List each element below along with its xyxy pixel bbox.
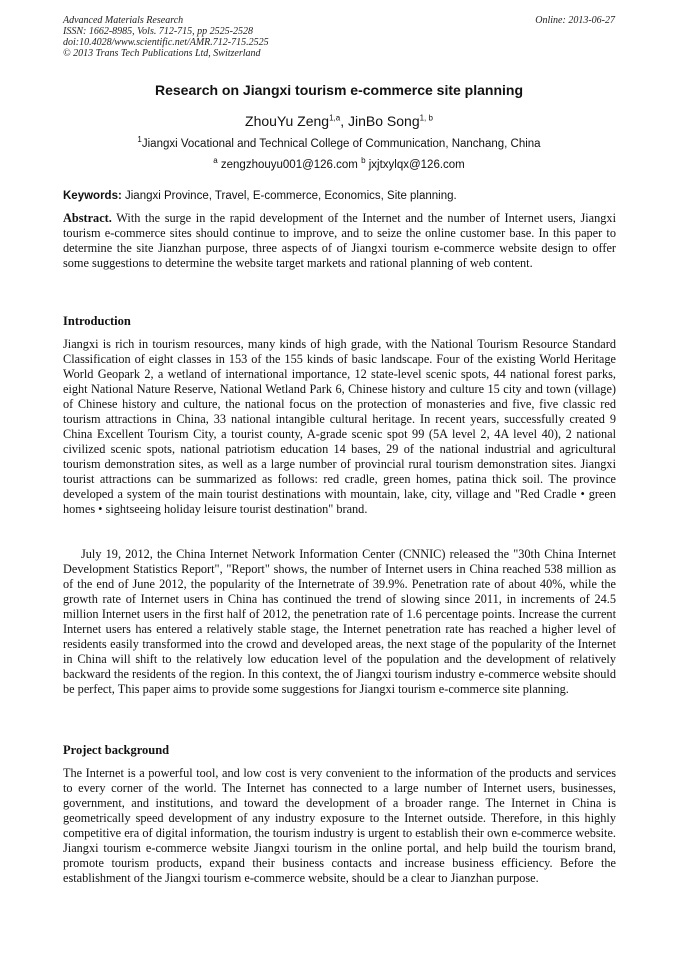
author-2-affil: 1, b xyxy=(419,113,433,123)
introduction-paragraph-1: Jiangxi is rich in tourism resources, many kinds of high grade, with the National Tourism Resource Standard Classification of eight classes in 153 of the 155 kinds of basic landscape. Four of the existing World Heritage World Geopark 2, a wetland of international importance, 12 state-level scenic spots, 44 national forest parks, eight National Nature Reserve, National Wetland Park 6, Chinese history and culture 15 city and town (village) of Chinese history and culture, the national focus on the protection of monasteries and five, five classic red tourism attractions in China, 33 national intangible cultural heritage. In recent years, successfully created 9 China Excellent Tourism City, a tourist county, A-grade scenic spot 99 (5A level 2, 4A level 40), 2 national civilized scenic spots, national patriotism education 14 bases, 29 of the national industrial and agricultural tourism demonstration sites, as well as a large number of provincial rural tourism demonstration sites. Jiangxi tourist attractions can be summarized as follows: red cradle, green homes, patina thick soil. The province developed a system of the main tourist destinations with mountain, lake, city, village and "Red Cradle • green homes • sightseeing holiday leisure tourist destination" brand. xyxy=(63,337,616,516)
keywords xyxy=(63,190,616,202)
email-a-marker: a xyxy=(213,156,218,166)
paper-title: Research on Jiangxi tourism e-commerce site planning xyxy=(155,82,523,98)
email-b[interactable]: jxjtxylqx@126.com xyxy=(365,159,465,171)
doi-line[interactable]: doi:10.4028/www.scientific.net/AMR.712-715.2525 xyxy=(63,37,269,48)
affiliation-text: Jiangxi Vocational and Technical College of Communication, Nanchang, China xyxy=(141,138,541,150)
abstract-label: Abstract. xyxy=(63,211,112,225)
online-date: Online: 2013-06-27 xyxy=(535,15,615,26)
copyright-line: © 2013 Trans Tech Publications Ltd, Switzerland xyxy=(63,48,261,59)
journal-header xyxy=(63,15,615,59)
background-heading: Project background xyxy=(63,743,170,757)
email-line xyxy=(0,156,678,171)
email-b-marker: b xyxy=(361,156,366,166)
author-1-affil: 1,a xyxy=(329,113,341,123)
email-a[interactable]: zengzhouyu001@126.com xyxy=(217,159,362,171)
keywords-text: Jiangxi Province, Travel, E-commerce, Economics, Site planning. xyxy=(121,190,457,202)
abstract-text: With the surge in the rapid development of the Internet and the number of Internet users, Jiangxi tourism e-commerce sites should continue to improve, and to seize the online customer base. In this paper to determine the site Jianzhan purpose, three aspects of of Jiangxi tourism e-commerce website design to offer some suggestions to determine the website target markets and rational planning of web content. xyxy=(63,211,616,270)
keywords-label: Keywords: xyxy=(63,190,122,202)
author-list xyxy=(0,113,678,129)
background-paragraph-1: The Internet is a powerful tool, and low cost is very convenient to the information of the products and services to every corner of the world. The Internet has connected to a large number of Internet users, businesses, government, and institutions, and toward the development of a broader range. The Internet in China is geometrically speed development of any industry exposure to the Internet outside. Therefore, in this highly competitive era of digital information, the tourism industry is urgent to establish their own e-commerce website. Jiangxi tourism e-commerce website Jiangxi tourism in the online portal, and help build the tourism brand, promote tourism products, expand their business contacts and increase business efficiency. Before the establishment of the Jiangxi tourism e-commerce website, should be a clear to Jianzhan purpose. xyxy=(63,766,616,885)
author-1: ZhouYu Zeng xyxy=(245,113,330,129)
issn-line: ISSN: 1662-8985, Vols. 712-715, pp 2525-2528 xyxy=(63,26,253,37)
author-separator: , xyxy=(340,113,348,129)
introduction-heading: Introduction xyxy=(63,314,131,328)
affiliation-marker: 1 xyxy=(137,135,142,145)
journal-name: Advanced Materials Research xyxy=(63,15,184,26)
introduction-paragraph-2: July 19, 2012, the China Internet Network Information Center (CNNIC) released the "30th China Internet Development Statistics Report", "Report" shows, the number of Internet users in China reached 538 million as of the end of June 2012, the popularity of the Internetrate of 39.9%. Penetration rate of about 40%, while the growth rate of Internet users in China has continued the trend of slowing since 2011, in increments of 24.5 million Internet users in the first half of 2012, the penetration rate of 1.6 percentage points. Increase the current Internet users has entered a relatively stable stage, the Internet penetration rate has reached a higher level of residents easily transformed into the crowd and developed areas, the next stage of the popularity of the Internet in China will shift to the relatively low education level of the population and the development of relatively backward the residents of the region. In this context, the of Jiangxi tourism industry e-commerce website should be perfect, This paper aims to provide some suggestions for Jiangxi tourism e-commerce site planning. xyxy=(63,547,616,696)
author-2: JinBo Song xyxy=(348,113,420,129)
abstract xyxy=(63,211,616,271)
affiliation xyxy=(0,135,678,150)
